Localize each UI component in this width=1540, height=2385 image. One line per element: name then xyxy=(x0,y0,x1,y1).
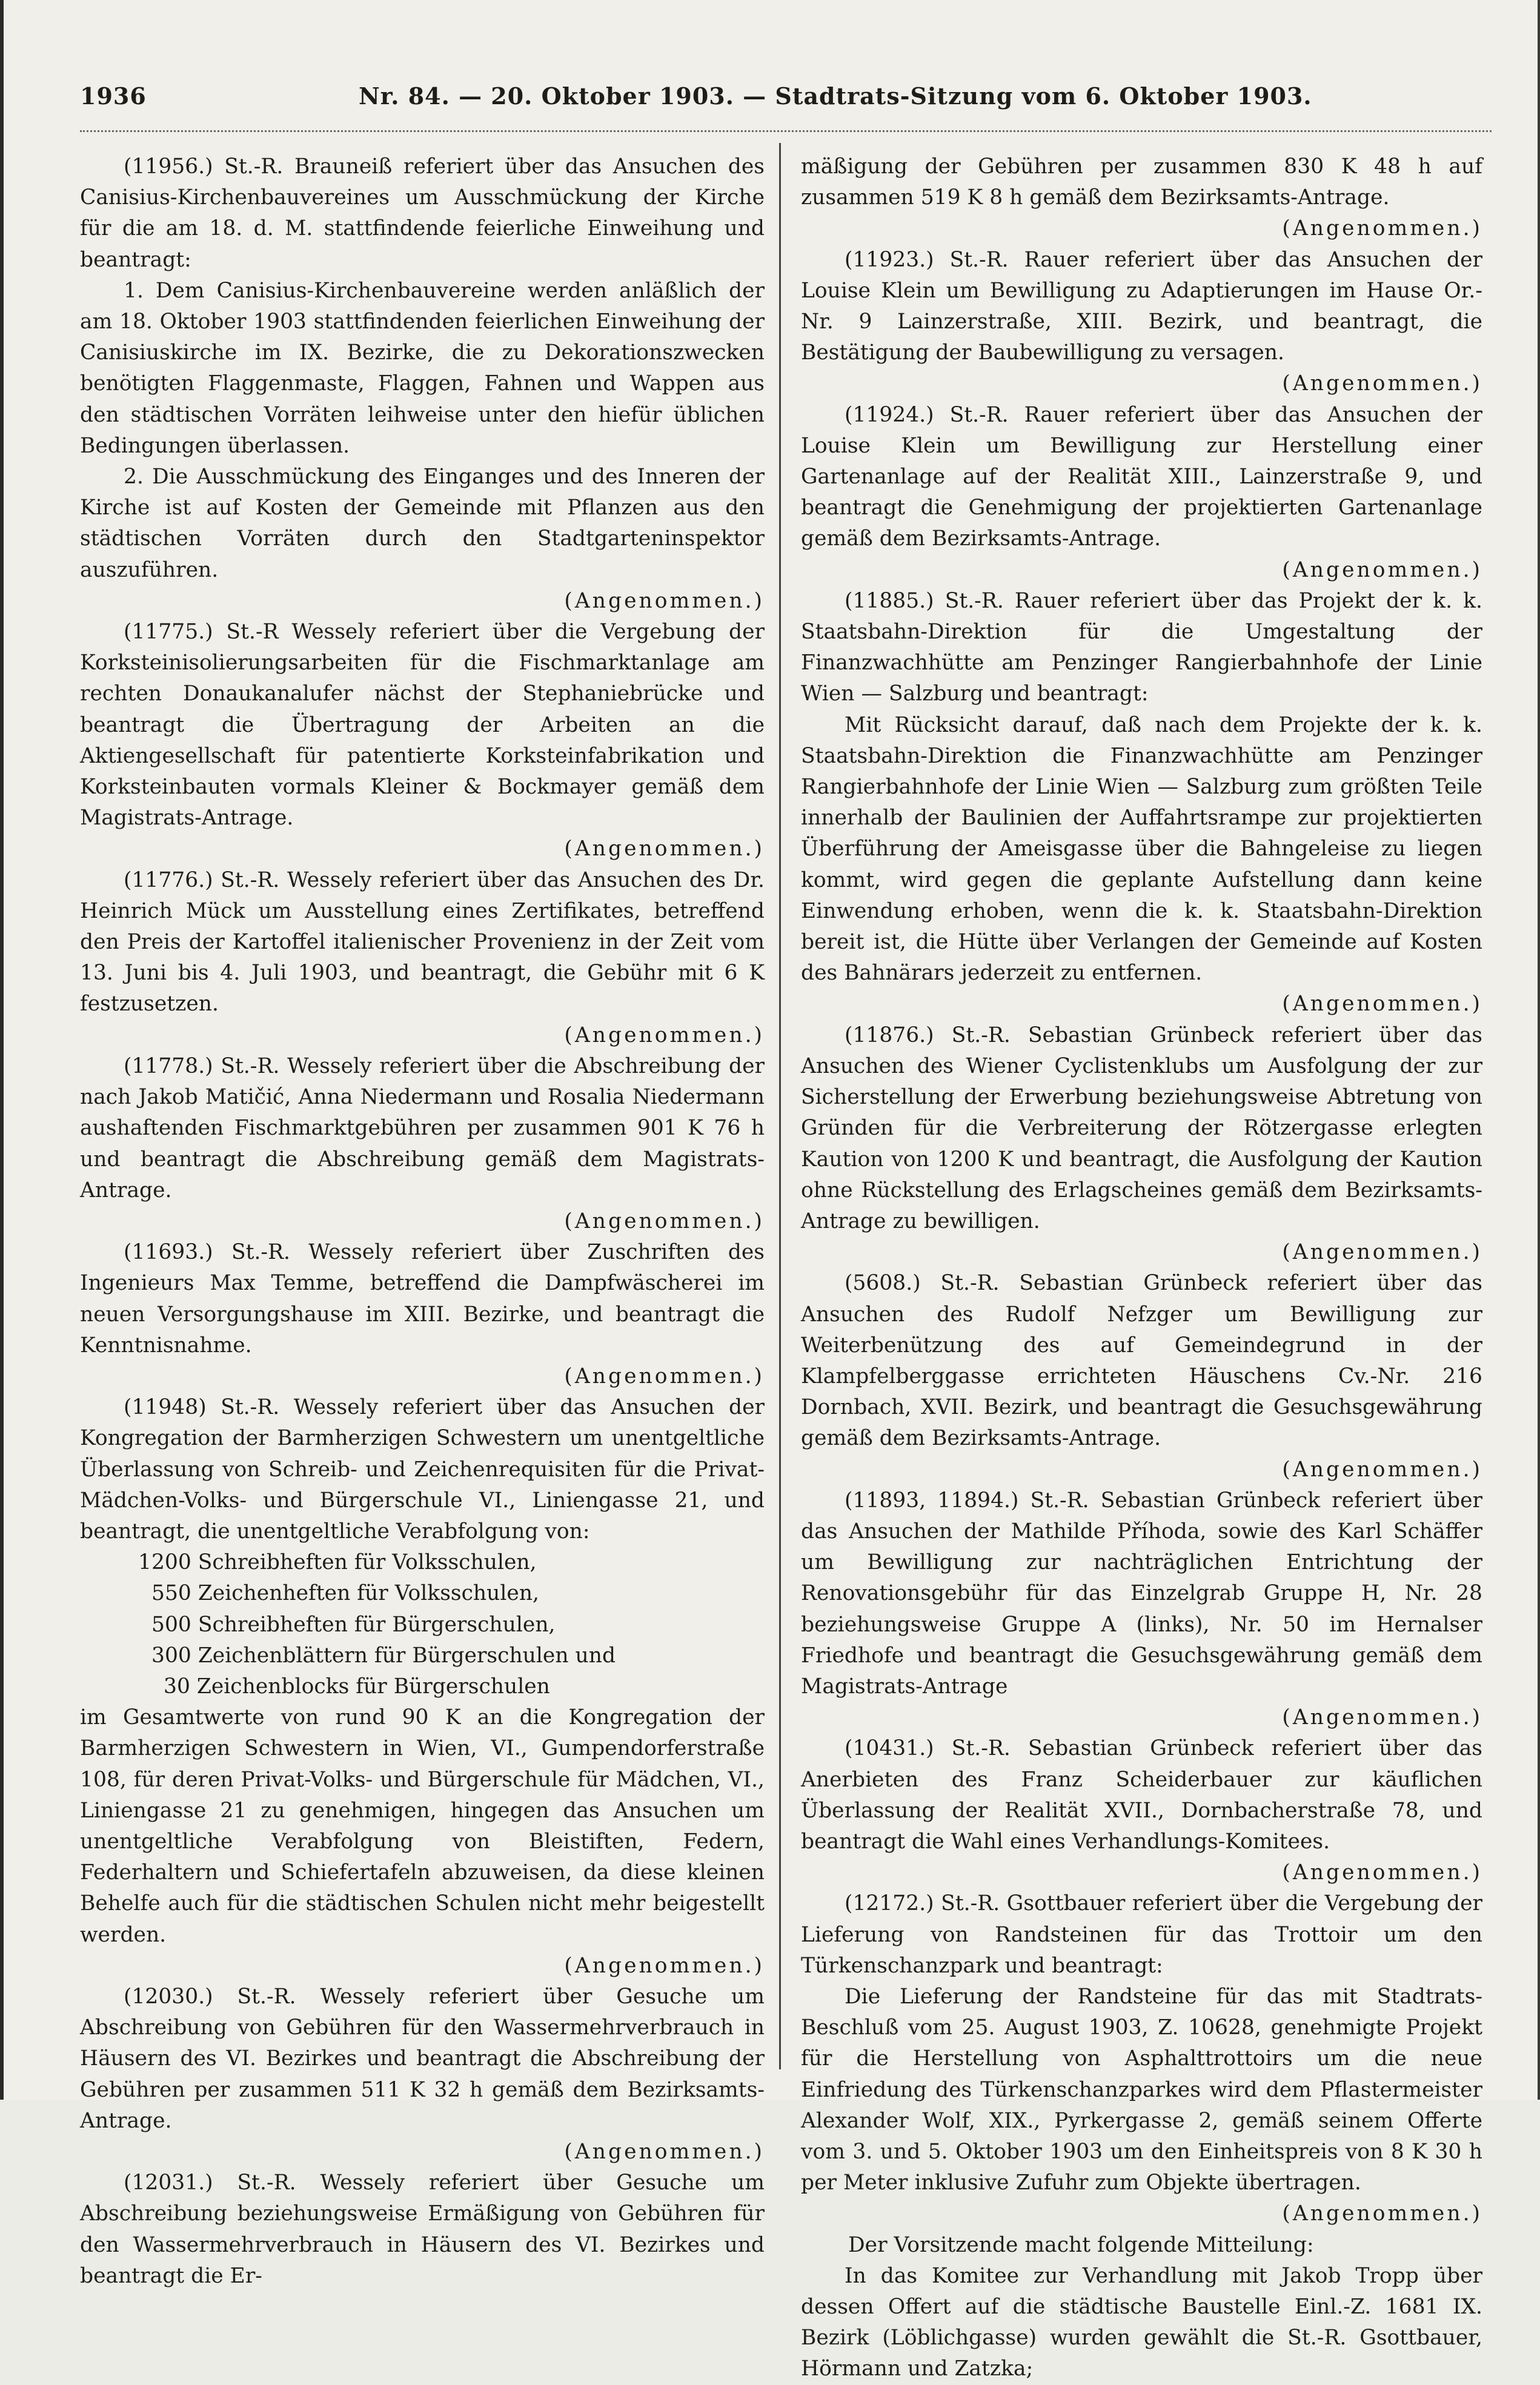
accepted-note: (Angenommen.) xyxy=(564,1364,765,1388)
page-number: 1936 xyxy=(80,82,147,110)
scan-edge-right xyxy=(1538,0,1540,2100)
item-5608: (5608.) St.-R. Sebastian Grünbeck referiert über das Ansuchen des Rudolf Nefzger um Bewilligung zur Weiterbenützung des auf Gemeindegrund in der Klampfelberggasse errichteten Häuschens Cv.-Nr. 216 Dornbach, XVII. Bezirk, und beantragt die Gesuchsgewährung gemäß dem Bezirksamts-Antrage. xyxy=(801,1271,1482,1451)
accepted-note: (Angenommen.) xyxy=(564,2140,765,2164)
accepted-note: (Angenommen.) xyxy=(564,837,765,861)
supply-list-item: 500 Schreibheften für Bürgerschulen, xyxy=(151,1612,556,1637)
item-11924: (11924.) St.-R. Rauer referiert über das Ansuchen der Louise Klein um Bewilligung zur Herstellung einer Gartenanlage auf der Realität XIII., Lainzerstraße 9, und beantragt die Genehmigung der projektierten Gartenanlage gemäß dem Bezirksamts-Antrage. xyxy=(801,402,1482,551)
committee-election: In das Komitee zur Verhandlung mit Jakob Tropp über dessen Offert auf die städtische Baustelle Einl.-Z. 1681 IX. Bezirk (Löblichgasse) wurden gewählt die St.-R. Gsottbauer, Hörmann und Zatzka; xyxy=(801,2263,1482,2381)
accepted-note: (Angenommen.) xyxy=(1282,1457,1482,1482)
item-11893-11894: (11893, 11894.) St.-R. Sebastian Grünbeck referiert über das Ansuchen der Mathilde Příhoda, sowie des Karl Schäffer um Bewilligung zur nachträglichen Entrichtung der Renovationsgebühr für das Einzelgrab Gruppe H, Nr. 28 beziehungsweise Gruppe A (links), Nr. 50 im Hernalser Friedhofe und beantragt die Gesuchsgewährung gemäß dem Magistrats-Antrage xyxy=(801,1488,1482,1699)
item-11885-resolution: Mit Rücksicht darauf, daß nach dem Projekte der k. k. Staatsbahn-Direktion die Finanzwachhütte am Penzinger Rangierbahnhofe der Linie Wien — Salzburg zum größten Teile innerhalb der Baulinien der Auffahrtsrampe zur projektierten Überführung der Ameisgasse über die Bahngeleise zu liegen kommt, wird gegen die geplante Aufstellung dann keine Einwendung erhoben, wenn die k. k. Staatsbahn-Direktion bereit ist, die Hütte über Verlangen der Gemeinde auf Kosten des Bahnärars jederzeit zu entfernen. xyxy=(801,712,1482,986)
accepted-note: (Angenommen.) xyxy=(564,1023,765,1047)
supply-list-item: 550 Zeichenheften für Volksschulen, xyxy=(151,1581,540,1606)
item-11775: (11775.) St.-R Wessely referiert über die Vergebung der Korksteinisolierungsarbeiten für die Fischmarktanlage am rechten Donaukanalufer nächst der Stephaniebrücke und beantragt die Übertragung der Arbeiten an die Aktiengesellschaft für patentierte Korksteinfabrikation und Korksteinbauten vormals Kleiner & Bockmayer gemäß dem Magistrats-Antrage. xyxy=(80,620,765,831)
running-header xyxy=(80,82,1473,119)
column-divider xyxy=(779,143,781,2069)
item-12172-resolution: Die Lieferung der Randsteine für das mit Stadtrats-Beschluß vom 25. August 1903, Z. 10628, genehmigte Projekt für die Herstellung von Asphalttrottoirs um die neue Einfriedung des Türkenschanzparkes wird dem Pflastermeister Alexander Wolf, XIX., Pyrkergasse 2, gemäß seinem Offerte vom 3. und 5. Oktober 1903 um den Einheitspreis von 8 K 30 h per Meter inklusive Zufuhr zum Objekte übertragen. xyxy=(801,1984,1482,2195)
supply-list-item: 1200 Schreibheften für Volksschulen, xyxy=(138,1550,537,1575)
running-head-title: Nr. 84. — 20. Oktober 1903. — Stadtrats-Sitzung vom 6. Oktober 1903. xyxy=(359,82,1312,110)
item-11885: (11885.) St.-R. Rauer referiert über das Projekt der k. k. Staatsbahn-Direktion für die Umgestaltung der Finanzwachhütte am Penzinger Rangierbahnhofe der Linie Wien — Salzburg und beantragt: xyxy=(801,588,1482,706)
item-11776: (11776.) St.-R. Wessely referiert über das Ansuchen des Dr. Heinrich Mück um Ausstellung eines Zertifikates, betreffend den Preis der Kartoffel italienischer Provenienz in der Zeit vom 13. Juni bis 4. Juli 1903, und beantragt, die Gebühr mit 6 K festzusetzen. xyxy=(80,867,765,1017)
accepted-note: (Angenommen.) xyxy=(1282,216,1482,241)
item-11948-continued: im Gesamtwerte von rund 90 K an die Kongregation der Barmherzigen Schwestern in Wien, VI., Gumpendorferstraße 108, für deren Privat-Volks- und Bürgerschule für Mädchen, VI., Liniengasse 21 zu genehmigen, hingegen das Ansuchen um unentgeltliche Verabfolgung von Bleistiften, Federn, Federhaltern und Schiefertafeln abzuweisen, da diese kleinen Behelfe auch für die städtischen Schulen nicht mehr beigestellt werden. xyxy=(80,1705,765,1947)
accepted-note: (Angenommen.) xyxy=(1282,557,1482,582)
item-12172: (12172.) St.-R. Gsottbauer referiert über die Vergebung der Lieferung von Randsteinen für das Trottoir um den Türkenschanzpark und beantragt: xyxy=(801,1891,1482,1978)
accepted-note: (Angenommen.) xyxy=(564,588,765,613)
accepted-note: (Angenommen.) xyxy=(1282,992,1482,1017)
item-12031: (12031.) St.-R. Wessely referiert über Gesuche um Abschreibung beziehungsweise Ermäßigung von Gebühren für den Wassermehrverbrauch in Häusern des VI. Bezirkes und beantragt die Er- xyxy=(80,2171,765,2288)
item-11948: (11948) St.-R. Wessely referiert über das Ansuchen der Kongregation der Barmherzigen Schwestern um unentgeltliche Überlassung von Schreib- und Zeichenrequisiten für die Privat-Mädchen-Volks- und Bürgerschule VI., Liniengasse 21, und beantragt, die unentgeltliche Verabfolgung von: xyxy=(80,1395,765,1544)
left-column xyxy=(80,151,765,2292)
item-11956-point-1: 1. Dem Canisius-Kirchenbauvereine werden anläßlich der am 18. Oktober 1903 stattfindenden feierlichen Einweihung der Canisiuskirche im IX. Bezirke, die zu Dekorationszwecken benötigten Flaggenmaste, Flaggen, Fahnen und Wappen aus den städtischen Vorräten leihweise unter den hiefür üblichen Bedingungen überlassen. xyxy=(80,278,765,458)
accepted-note: (Angenommen.) xyxy=(1282,2201,1482,2226)
item-12031-continued: mäßigung der Gebühren per zusammen 830 K 48 h auf zusammen 519 K 8 h gemäß dem Bezirksamts-Antrage. xyxy=(801,154,1482,210)
chairman-announcement: Der Vorsitzende macht folgende Mitteilung: xyxy=(848,2232,1314,2257)
scan-edge-left xyxy=(0,0,4,2100)
item-11956: (11956.) St.-R. Brauneiß referiert über das Ansuchen des Canisius-Kirchenbauvereines um Ausschmückung der Kirche für die am 18. d. M. stattfindende feierliche Einweihung und beantragt: xyxy=(80,154,765,272)
item-11693: (11693.) St.-R. Wessely referiert über Zuschriften des Ingenieurs Max Temme, betreffend die Dampfwäscherei im neuen Versorgungshause im XIII. Bezirke, und beantragt die Kenntnisnahme. xyxy=(80,1240,765,1358)
accepted-note: (Angenommen.) xyxy=(1282,1240,1482,1265)
item-11923: (11923.) St.-R. Rauer referiert über das Ansuchen der Louise Klein um Bewilligung zu Adaptierungen im Hause Or.-Nr. 9 Lainzerstraße, XIII. Bezirk, und beantragt, die Bestätigung der Baubewilligung zu versagen. xyxy=(801,247,1482,365)
item-11956-point-2: 2. Die Ausschmückung des Einganges und des Inneren der Kirche ist auf Kosten der Gemeinde mit Pflanzen aus den städtischen Vorräten durch den Stadtgarteninspektor auszuführen. xyxy=(80,465,765,582)
item-11778: (11778.) St.-R. Wessely referiert über die Abschreibung der nach Jakob Matičić, Anna Niedermann und Rosalia Niedermann aushaftenden Fischmarktgebühren per zusammen 901 K 76 h und beantragt die Abschreibung gemäß dem Magistrats-Antrage. xyxy=(80,1053,765,1202)
item-11876: (11876.) St.-R. Sebastian Grünbeck referiert über das Ansuchen des Wiener Cyclistenklubs um Ausfolgung der zur Sicherstellung der Erwerbung beziehungsweise Abtretung von Gründen für die Verbreiterung der Rötzergasse erlegten Kaution von 1200 K und beantragt, die Ausfolgung der Kaution ohne Rückstellung des Erlagscheines gemäß dem Bezirksamts-Antrage zu bewilligen. xyxy=(801,1023,1482,1233)
accepted-note: (Angenommen.) xyxy=(1282,1705,1482,1730)
accepted-note: (Angenommen.) xyxy=(1282,371,1482,396)
item-10431: (10431.) St.-R. Sebastian Grünbeck referiert über das Anerbieten des Franz Scheiderbauer zur käuflichen Überlassung der Realität XVII., Dornbacherstraße 78, und beantragt die Wahl eines Verhandlungs-Komitees. xyxy=(801,1736,1482,1854)
accepted-note: (Angenommen.) xyxy=(1282,1860,1482,1885)
accepted-note: (Angenommen.) xyxy=(564,1209,765,1233)
supply-list xyxy=(80,1547,765,1702)
item-12030: (12030.) St.-R. Wessely referiert über Gesuche um Abschreibung von Gebühren für den Wassermehrverbrauch in Häusern des VI. Bezirkes und beantragt die Abschreibung der Gebühren per zusammen 511 K 32 h gemäß dem Bezirksamts-Antrage. xyxy=(80,1984,765,2133)
accepted-note: (Angenommen.) xyxy=(564,1953,765,1978)
supply-list-item: 300 Zeichenblättern für Bürgerschulen und xyxy=(151,1643,616,1668)
right-column xyxy=(801,151,1482,2385)
header-rule xyxy=(80,130,1492,136)
supply-list-item: 30 Zeichenblocks für Bürgerschulen xyxy=(164,1674,550,1699)
